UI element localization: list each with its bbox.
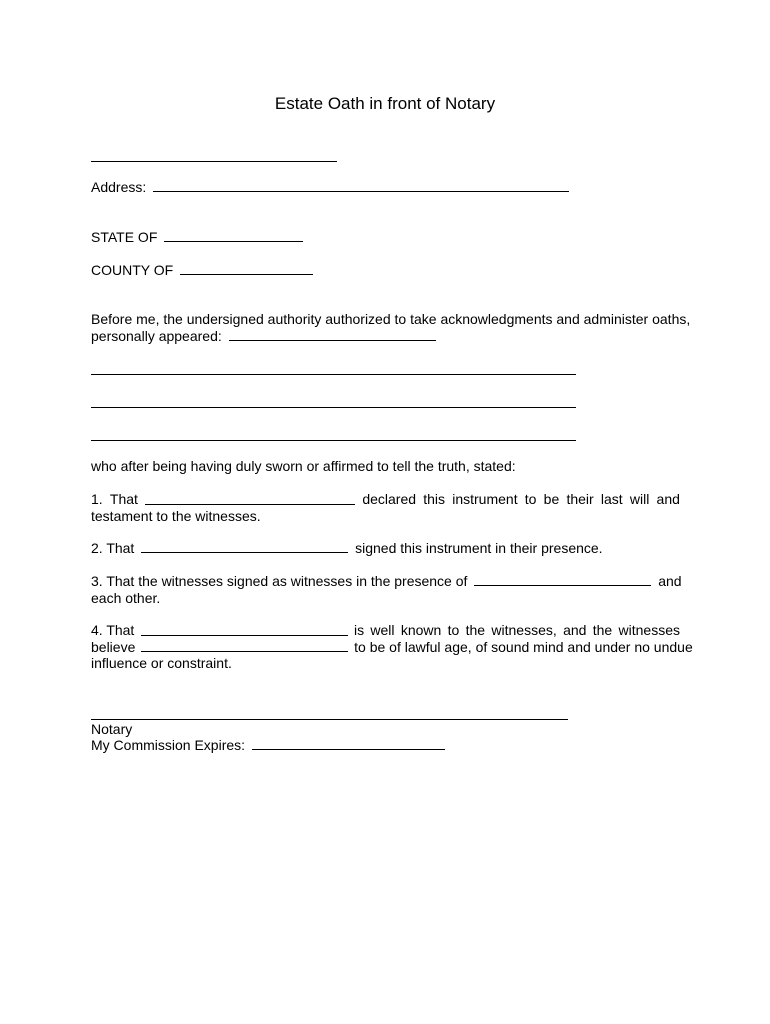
- item-4-prefix: 4. That: [91, 622, 135, 638]
- state-row: [91, 229, 303, 246]
- appeared-extra-line-2[interactable]: [91, 407, 576, 408]
- item-1-number: 1.: [91, 491, 103, 507]
- item-1-word: and: [656, 491, 680, 507]
- appeared-person-field-line[interactable]: [229, 339, 436, 341]
- item-4-line-3: influence or constraint.: [91, 655, 232, 671]
- address-label: Address:: [91, 179, 147, 195]
- commission-label: My Commission Expires:: [91, 737, 246, 753]
- item-1-that: That: [109, 491, 138, 507]
- county-label: COUNTY OF: [91, 262, 174, 278]
- item-4-word: and: [563, 622, 587, 638]
- item-1-line-1: [91, 491, 680, 508]
- item-1-word: instrument: [452, 491, 518, 507]
- address-row: [91, 179, 569, 196]
- appeared-extra-line-3[interactable]: [91, 440, 576, 441]
- item-4-word: is: [353, 622, 365, 638]
- state-label: STATE OF: [91, 229, 158, 245]
- item-4-word: witnesses,: [491, 622, 557, 638]
- item-4-believe: believe: [91, 639, 136, 655]
- item-3-suffix: and: [658, 573, 682, 589]
- item-4-line-1: [91, 622, 680, 639]
- notary-label: Notary: [91, 721, 133, 737]
- intro-line-1: Before me, the undersigned authority authorized to take acknowledgments and administer oaths,: [91, 311, 691, 327]
- item-3-line-1: [91, 573, 682, 590]
- item-4-word: known: [400, 622, 442, 638]
- item-4-word: well: [370, 622, 395, 638]
- item-4-word: to: [447, 622, 460, 638]
- name-field-line[interactable]: [91, 161, 337, 162]
- item-2-field-line[interactable]: [141, 551, 348, 553]
- commission-row: [91, 737, 445, 754]
- address-field-line[interactable]: [153, 190, 569, 192]
- item-1-testator-field-line[interactable]: [145, 503, 355, 505]
- item-2-prefix: 2. That: [91, 540, 135, 556]
- item-2-row: [91, 540, 603, 557]
- item-4-word: the: [465, 622, 486, 638]
- item-1-word: their: [566, 491, 594, 507]
- item-1-word: last: [600, 491, 623, 507]
- county-row: [91, 262, 313, 279]
- item-4-field-line-1[interactable]: [141, 634, 348, 636]
- sworn-statement: who after being having duly sworn or affirmed to tell the truth, stated:: [91, 458, 516, 474]
- item-1-word: declared: [362, 491, 417, 507]
- item-4-field-line-2[interactable]: [141, 650, 348, 652]
- item-1-word: be: [543, 491, 560, 507]
- commission-expires-field-line[interactable]: [252, 748, 445, 750]
- appeared-extra-line-1[interactable]: [91, 374, 576, 375]
- county-field-line[interactable]: [180, 273, 313, 275]
- intro-line-2-row: [91, 328, 436, 345]
- item-4-line-2-suffix: to be of lawful age, of sound mind and under no undue: [354, 639, 693, 655]
- item-2-suffix: signed this instrument in their presence.: [355, 540, 603, 556]
- document-title: Estate Oath in front of Notary: [274, 94, 496, 113]
- personally-appeared-label: personally appeared:: [91, 328, 222, 344]
- notary-signature-line[interactable]: [91, 719, 568, 720]
- item-1-line-2: testament to the witnesses.: [91, 508, 261, 524]
- item-1-word: to: [524, 491, 537, 507]
- item-3-prefix: 3. That the witnesses signed as witnesses in the presence of: [91, 573, 468, 589]
- state-field-line[interactable]: [164, 240, 303, 242]
- item-3-field-line[interactable]: [474, 584, 651, 586]
- item-3-line-2: each other.: [91, 590, 161, 606]
- item-1-word: will: [629, 491, 650, 507]
- item-4-word: the: [592, 622, 613, 638]
- item-1-word: this: [423, 491, 446, 507]
- item-4-line-2: [91, 639, 693, 656]
- item-4-word: witnesses: [618, 622, 680, 638]
